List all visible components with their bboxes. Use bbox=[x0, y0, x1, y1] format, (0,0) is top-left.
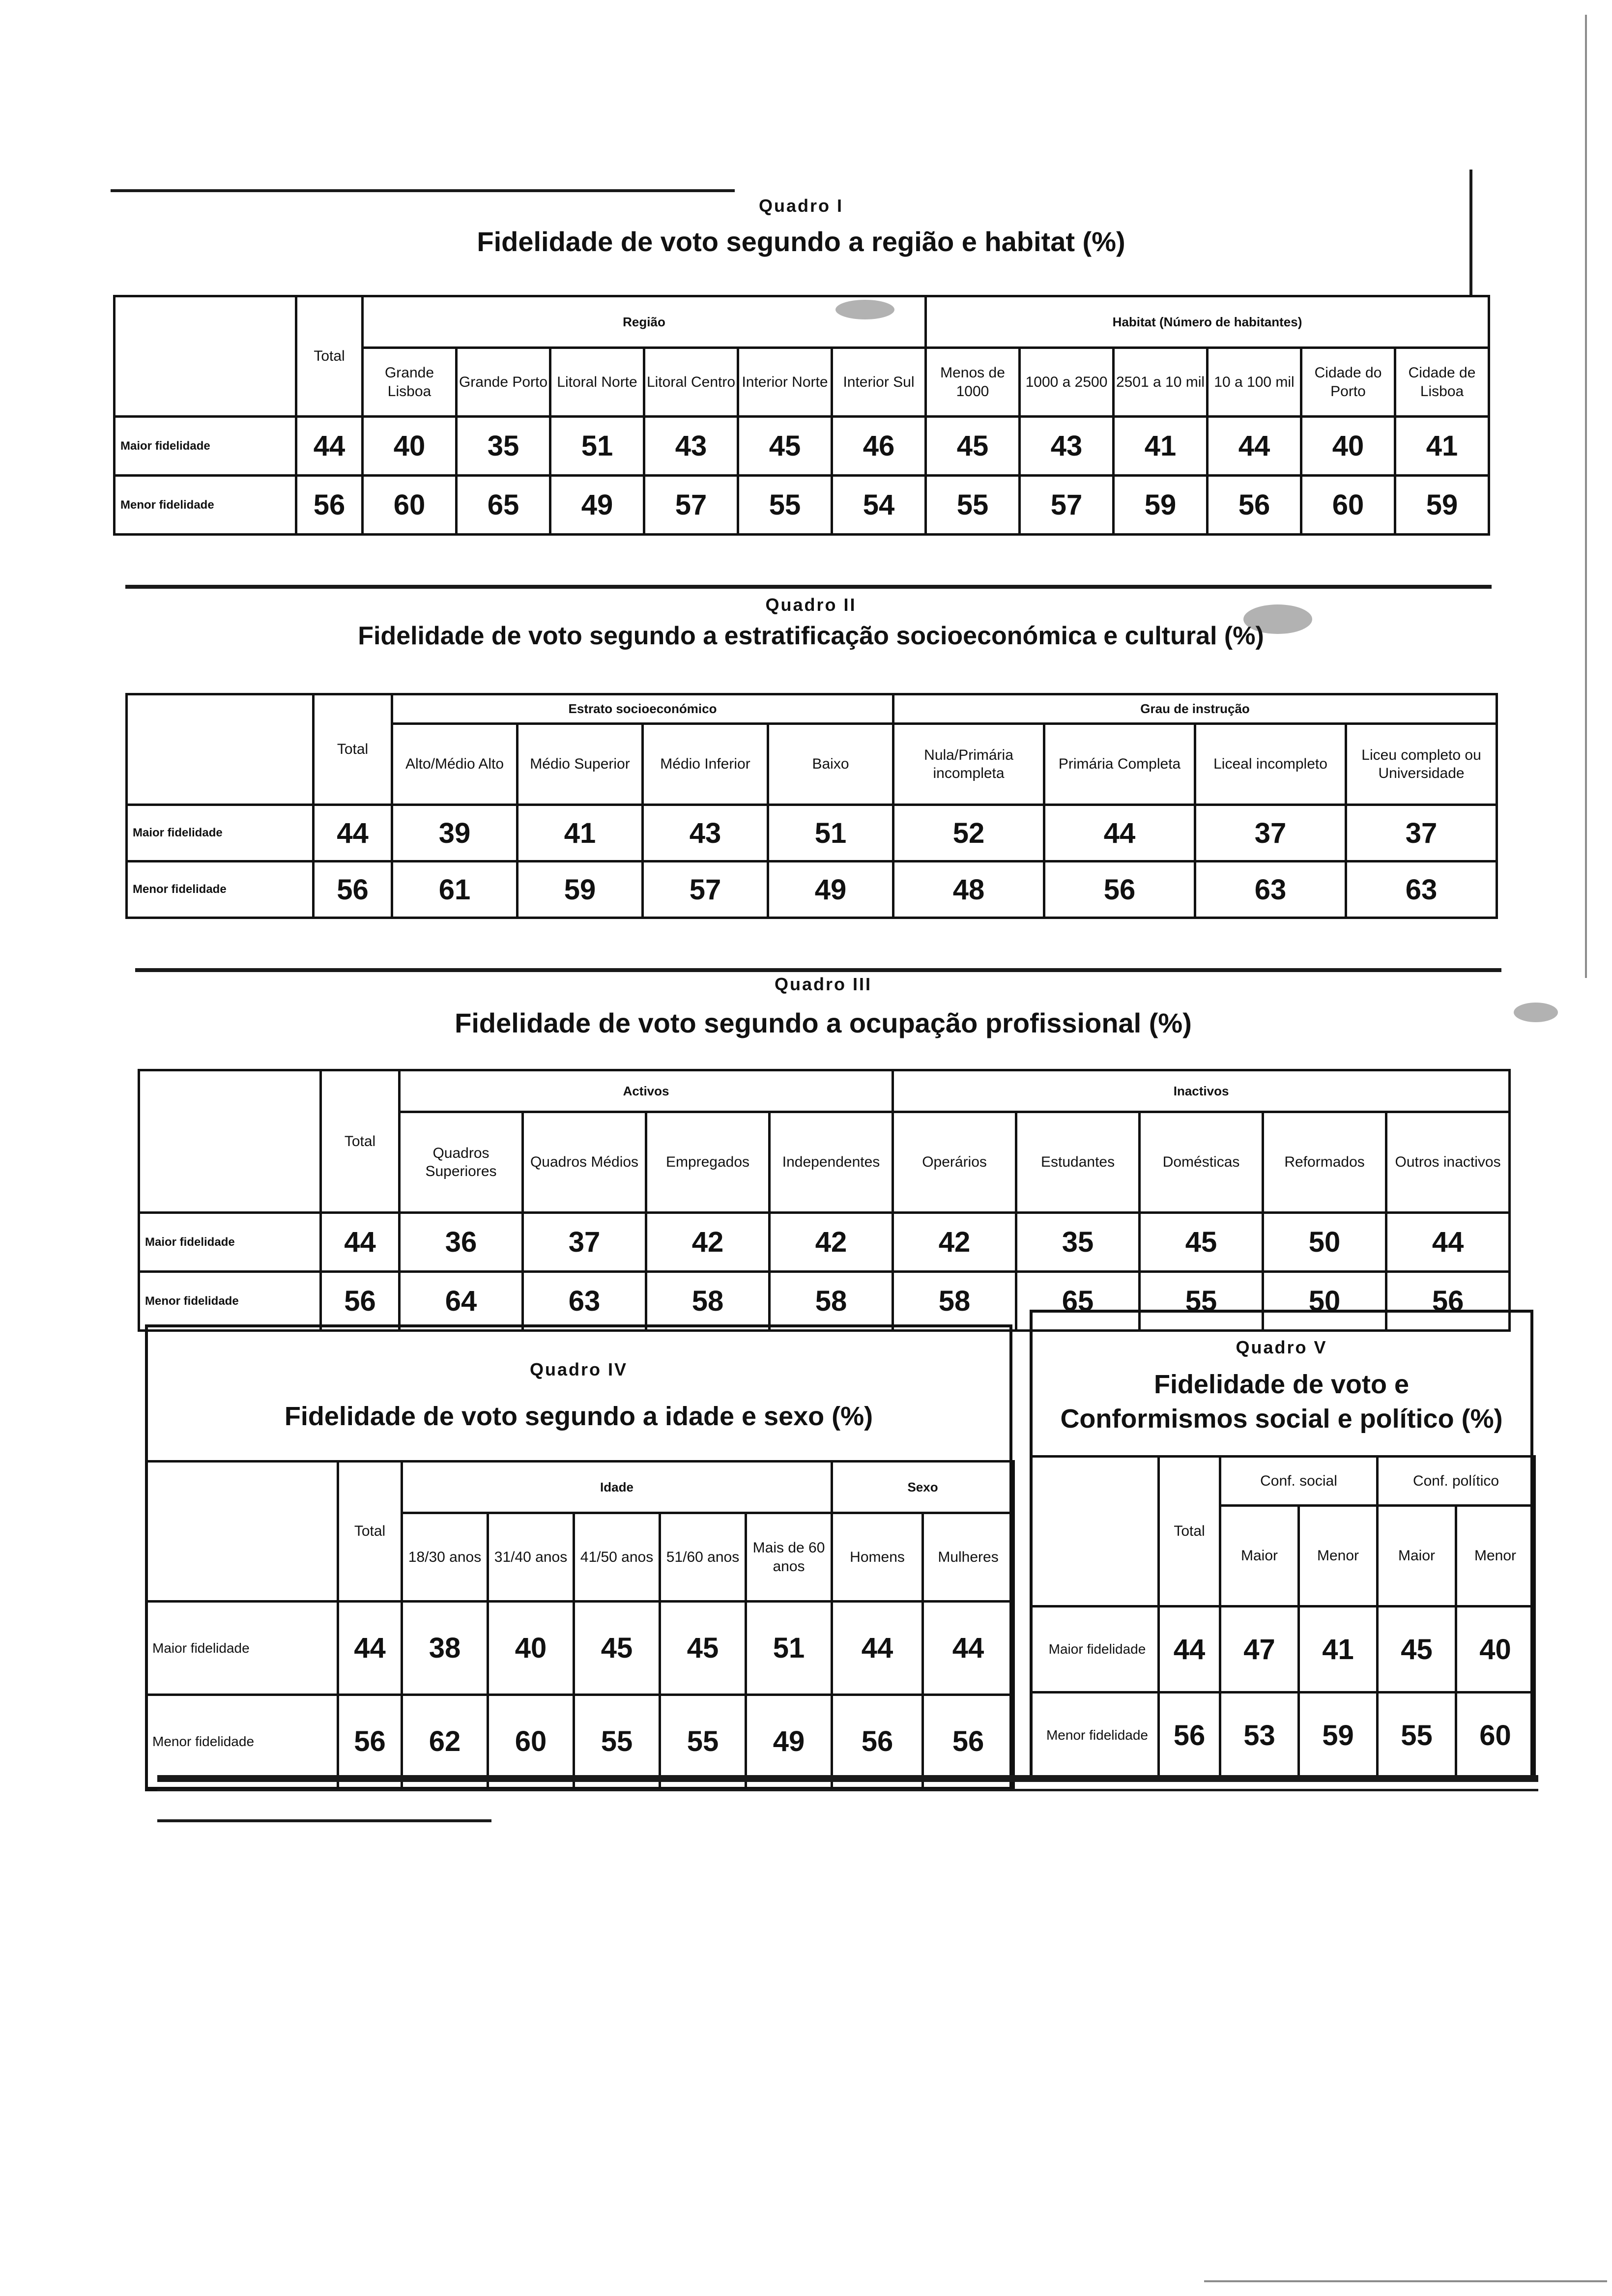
q1-title: Fidelidade de voto segundo a região e habitat (%) bbox=[477, 226, 1125, 257]
table-row bbox=[127, 805, 1497, 861]
column-header: Cidade do Porto bbox=[1301, 348, 1395, 417]
cell-value: 61 bbox=[392, 861, 518, 918]
column-header: Grande Lisboa bbox=[363, 348, 457, 417]
cell-value: 50 bbox=[1263, 1213, 1386, 1272]
q2-stub bbox=[127, 694, 314, 805]
q1-total-header: Total bbox=[296, 296, 363, 417]
row-label: Menor fidelidade bbox=[146, 1695, 338, 1788]
scan-edge-right bbox=[1585, 15, 1587, 978]
total-value: 44 bbox=[338, 1602, 402, 1695]
bottom-rule-thick bbox=[157, 1775, 1538, 1782]
cell-value: 43 bbox=[644, 417, 738, 476]
cell-value: 35 bbox=[1016, 1213, 1140, 1272]
table-row bbox=[146, 1695, 1014, 1788]
cell-value: 55 bbox=[738, 476, 832, 535]
cell-value: 44 bbox=[832, 1602, 923, 1695]
q3-total-header: Total bbox=[321, 1070, 400, 1213]
cell-value: 49 bbox=[746, 1695, 832, 1788]
cell-value: 55 bbox=[1140, 1272, 1263, 1331]
q5-title-line2: Conformismos social e político (%) bbox=[1060, 1404, 1503, 1434]
cell-value: 60 bbox=[1456, 1693, 1535, 1779]
column-header: Menor bbox=[1456, 1506, 1535, 1607]
cell-value: 63 bbox=[1346, 861, 1497, 918]
cell-value: 42 bbox=[770, 1213, 893, 1272]
column-header: Interior Norte bbox=[738, 348, 832, 417]
cell-value: 60 bbox=[488, 1695, 574, 1788]
cell-value: 59 bbox=[1395, 476, 1489, 535]
row-label: Menor fidelidade bbox=[127, 861, 314, 918]
q2-group-instrucao: Grau de instrução bbox=[893, 694, 1497, 724]
column-header: Médio Inferior bbox=[643, 724, 768, 805]
cell-value: 39 bbox=[392, 805, 518, 861]
column-header: Mais de 60 anos bbox=[746, 1513, 832, 1602]
cell-value: 45 bbox=[660, 1602, 746, 1695]
cell-value: 45 bbox=[738, 417, 832, 476]
column-header: Operários bbox=[893, 1112, 1016, 1213]
q1-table bbox=[113, 295, 1490, 536]
column-header: 1000 a 2500 bbox=[1020, 348, 1114, 417]
cell-value: 56 bbox=[1386, 1272, 1510, 1331]
cell-value: 58 bbox=[646, 1272, 770, 1331]
cell-value: 57 bbox=[644, 476, 738, 535]
cell-value: 41 bbox=[1299, 1607, 1378, 1693]
cell-value: 63 bbox=[1195, 861, 1346, 918]
quadro-4 bbox=[145, 1324, 1012, 1791]
q1-label: Quadro I bbox=[758, 196, 843, 216]
cell-value: 47 bbox=[1220, 1607, 1299, 1693]
q2-table bbox=[125, 693, 1498, 919]
cell-value: 65 bbox=[1016, 1272, 1140, 1331]
total-value: 56 bbox=[338, 1695, 402, 1788]
scan-edge-bottom bbox=[1204, 2280, 1607, 2282]
cell-value: 54 bbox=[832, 476, 926, 535]
q5-group-social: Conf. social bbox=[1220, 1457, 1378, 1506]
cell-value: 44 bbox=[1044, 805, 1195, 861]
q5-label: Quadro V bbox=[1236, 1337, 1327, 1357]
cell-value: 56 bbox=[1208, 476, 1301, 535]
cell-value: 40 bbox=[1301, 417, 1395, 476]
cell-value: 43 bbox=[643, 805, 768, 861]
q3-label: Quadro III bbox=[774, 974, 872, 994]
scan-speck bbox=[1514, 1003, 1558, 1022]
cell-value: 59 bbox=[1114, 476, 1208, 535]
table-row bbox=[127, 861, 1497, 918]
cell-value: 56 bbox=[832, 1695, 923, 1788]
cell-value: 55 bbox=[926, 476, 1020, 535]
cell-value: 41 bbox=[1395, 417, 1489, 476]
q2-label: Quadro II bbox=[765, 595, 857, 615]
q3-stub bbox=[139, 1070, 321, 1213]
cell-value: 45 bbox=[1378, 1607, 1456, 1693]
q5-group-politico: Conf. político bbox=[1378, 1457, 1535, 1506]
cell-value: 55 bbox=[574, 1695, 660, 1788]
q3-table bbox=[138, 1069, 1511, 1332]
cell-value: 49 bbox=[768, 861, 893, 918]
column-header: Quadros Superiores bbox=[400, 1112, 523, 1213]
q5-total-header: Total bbox=[1159, 1457, 1220, 1607]
table-row bbox=[1031, 1693, 1535, 1779]
cell-value: 38 bbox=[402, 1602, 488, 1695]
quadro-5 bbox=[1030, 1310, 1533, 1781]
table-row bbox=[1031, 1607, 1535, 1693]
total-value: 56 bbox=[296, 476, 363, 535]
cell-value: 41 bbox=[1114, 417, 1208, 476]
column-header: 31/40 anos bbox=[488, 1513, 574, 1602]
row-label: Maior fidelidade bbox=[146, 1602, 338, 1695]
row-label: Maior fidelidade bbox=[115, 417, 296, 476]
q2-total-header: Total bbox=[314, 694, 392, 805]
cell-value: 37 bbox=[523, 1213, 646, 1272]
scan-speck bbox=[1243, 604, 1312, 634]
column-header: Quadros Médios bbox=[523, 1112, 646, 1213]
q1-group-habitat: Habitat (Número de habitantes) bbox=[926, 296, 1489, 348]
cell-value: 62 bbox=[402, 1695, 488, 1788]
q4-label: Quadro IV bbox=[529, 1359, 628, 1379]
cell-value: 45 bbox=[1140, 1213, 1263, 1272]
cell-value: 59 bbox=[518, 861, 643, 918]
column-header: Menor bbox=[1299, 1506, 1378, 1607]
cell-value: 53 bbox=[1220, 1693, 1299, 1779]
cell-value: 55 bbox=[1378, 1693, 1456, 1779]
total-value: 44 bbox=[296, 417, 363, 476]
cell-value: 58 bbox=[770, 1272, 893, 1331]
cell-value: 40 bbox=[1456, 1607, 1535, 1693]
q4-group-sexo: Sexo bbox=[832, 1462, 1014, 1513]
q1-group-regiao: Região bbox=[363, 296, 926, 348]
column-header: Cidade de Lisboa bbox=[1395, 348, 1489, 417]
cell-value: 57 bbox=[643, 861, 768, 918]
column-header: Independentes bbox=[770, 1112, 893, 1213]
cell-value: 44 bbox=[923, 1602, 1014, 1695]
column-header: Maior bbox=[1220, 1506, 1299, 1607]
cell-value: 60 bbox=[363, 476, 457, 535]
column-header: Domésticas bbox=[1140, 1112, 1263, 1213]
table-row bbox=[115, 417, 1489, 476]
column-header: Liceu completo ou Universidade bbox=[1346, 724, 1497, 805]
q5-table bbox=[1030, 1455, 1536, 1779]
table-row bbox=[146, 1602, 1014, 1695]
q1-stub bbox=[115, 296, 296, 417]
cell-value: 44 bbox=[1208, 417, 1301, 476]
q3-group-activos: Activos bbox=[400, 1070, 893, 1112]
cell-value: 57 bbox=[1020, 476, 1114, 535]
cell-value: 44 bbox=[1386, 1213, 1510, 1272]
row-label: Maior fidelidade bbox=[127, 805, 314, 861]
quadro-2 bbox=[125, 587, 1497, 941]
column-header: Liceal incompleto bbox=[1195, 724, 1346, 805]
q4-title: Fidelidade de voto segundo a idade e sexo (%) bbox=[284, 1402, 873, 1431]
cell-value: 37 bbox=[1346, 805, 1497, 861]
row-label: Menor fidelidade bbox=[115, 476, 296, 535]
column-header: Litoral Norte bbox=[550, 348, 644, 417]
column-header: Maior bbox=[1378, 1506, 1456, 1607]
q5-title-line1: Fidelidade de voto e bbox=[1153, 1370, 1410, 1399]
column-header: Litoral Centro bbox=[644, 348, 738, 417]
column-header: 10 a 100 mil bbox=[1208, 348, 1301, 417]
column-header: Estudantes bbox=[1016, 1112, 1140, 1213]
column-header: Médio Superior bbox=[518, 724, 643, 805]
total-value: 56 bbox=[1159, 1693, 1220, 1779]
column-header: Nula/Primária incompleta bbox=[893, 724, 1044, 805]
cell-value: 36 bbox=[400, 1213, 523, 1272]
column-header: Interior Sul bbox=[832, 348, 926, 417]
q3-group-inactivos: Inactivos bbox=[893, 1070, 1510, 1112]
column-header: Mulheres bbox=[923, 1513, 1014, 1602]
table-row bbox=[115, 476, 1489, 535]
column-header: Baixo bbox=[768, 724, 893, 805]
q4-group-idade: Idade bbox=[402, 1462, 832, 1513]
q2-title: Fidelidade de voto segundo a estratificação socioeconómica e cultural (%) bbox=[358, 622, 1264, 650]
total-value: 44 bbox=[321, 1213, 400, 1272]
q3-title: Fidelidade de voto segundo a ocupação profissional (%) bbox=[455, 1007, 1192, 1038]
row-label: Menor fidelidade bbox=[1031, 1693, 1159, 1779]
cell-value: 59 bbox=[1299, 1693, 1378, 1779]
bottom-rule-short bbox=[157, 1819, 491, 1822]
cell-value: 40 bbox=[363, 417, 457, 476]
cell-value: 49 bbox=[550, 476, 644, 535]
cell-value: 64 bbox=[400, 1272, 523, 1331]
quadro-3 bbox=[138, 963, 1509, 1337]
column-header: Empregados bbox=[646, 1112, 770, 1213]
cell-value: 37 bbox=[1195, 805, 1346, 861]
cell-value: 56 bbox=[923, 1695, 1014, 1788]
cell-value: 55 bbox=[660, 1695, 746, 1788]
total-value: 44 bbox=[314, 805, 392, 861]
cell-value: 42 bbox=[646, 1213, 770, 1272]
row-label: Menor fidelidade bbox=[139, 1272, 321, 1331]
column-header: Menos de 1000 bbox=[926, 348, 1020, 417]
column-header: Outros inactivos bbox=[1386, 1112, 1510, 1213]
cell-value: 43 bbox=[1020, 417, 1114, 476]
bottom-rule-thin bbox=[157, 1789, 1538, 1791]
cell-value: 35 bbox=[457, 417, 550, 476]
column-header: 41/50 anos bbox=[574, 1513, 660, 1602]
total-value: 56 bbox=[314, 861, 392, 918]
scan-speck bbox=[835, 300, 894, 319]
cell-value: 46 bbox=[832, 417, 926, 476]
q2-group-estrato: Estrato socioeconómico bbox=[392, 694, 893, 724]
row-label: Maior fidelidade bbox=[1031, 1607, 1159, 1693]
total-value: 44 bbox=[1159, 1607, 1220, 1693]
column-header: Primária Completa bbox=[1044, 724, 1195, 805]
q4-total-header: Total bbox=[338, 1462, 402, 1602]
cell-value: 45 bbox=[574, 1602, 660, 1695]
cell-value: 58 bbox=[893, 1272, 1016, 1331]
column-header: 51/60 anos bbox=[660, 1513, 746, 1602]
table-row bbox=[139, 1213, 1510, 1272]
column-header: 18/30 anos bbox=[402, 1513, 488, 1602]
cell-value: 48 bbox=[893, 861, 1044, 918]
cell-value: 41 bbox=[518, 805, 643, 861]
quadro-1 bbox=[113, 187, 1489, 580]
cell-value: 45 bbox=[926, 417, 1020, 476]
column-header: 2501 a 10 mil bbox=[1114, 348, 1208, 417]
column-header: Grande Porto bbox=[457, 348, 550, 417]
cell-value: 56 bbox=[1044, 861, 1195, 918]
cell-value: 65 bbox=[457, 476, 550, 535]
cell-value: 51 bbox=[746, 1602, 832, 1695]
row-label: Maior fidelidade bbox=[139, 1213, 321, 1272]
column-header: Homens bbox=[832, 1513, 923, 1602]
total-value: 56 bbox=[321, 1272, 400, 1331]
cell-value: 40 bbox=[488, 1602, 574, 1695]
q4-stub bbox=[146, 1462, 338, 1602]
cell-value: 50 bbox=[1263, 1272, 1386, 1331]
cell-value: 51 bbox=[550, 417, 644, 476]
cell-value: 51 bbox=[768, 805, 893, 861]
q5-stub bbox=[1031, 1457, 1159, 1607]
cell-value: 60 bbox=[1301, 476, 1395, 535]
column-header: Alto/Médio Alto bbox=[392, 724, 518, 805]
cell-value: 42 bbox=[893, 1213, 1016, 1272]
cell-value: 63 bbox=[523, 1272, 646, 1331]
cell-value: 52 bbox=[893, 805, 1044, 861]
column-header: Reformados bbox=[1263, 1112, 1386, 1213]
q4-table bbox=[145, 1460, 1015, 1789]
